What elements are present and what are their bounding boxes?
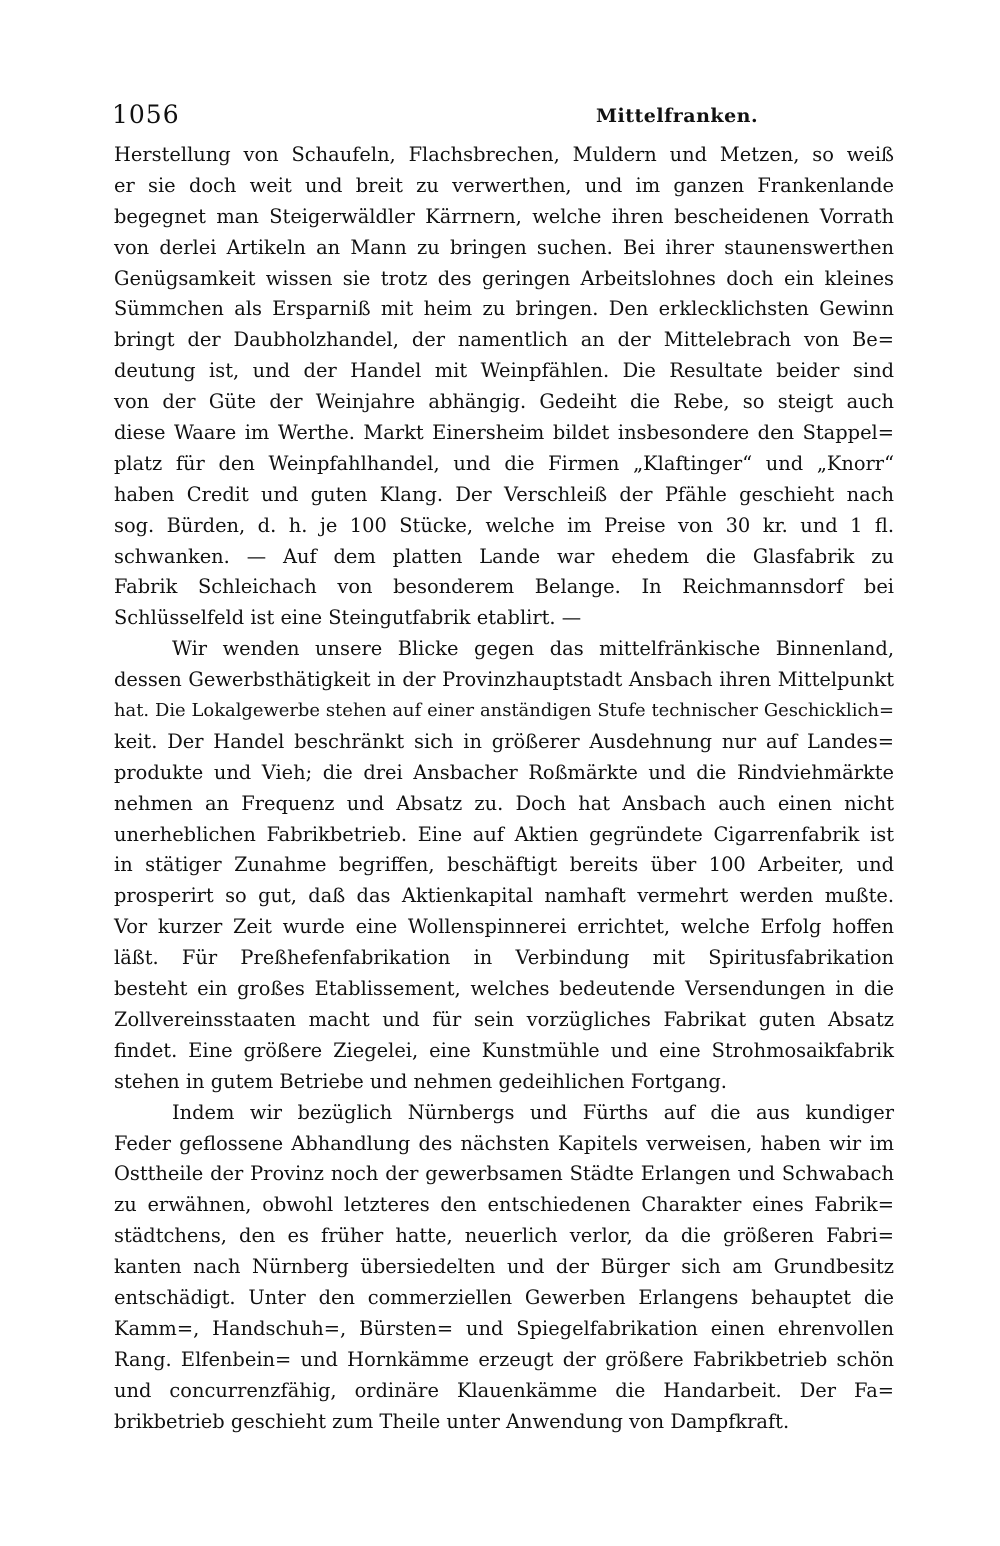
text-line: Fabrik Schleichach von besonderem Belange. In Reichmannsdorf bei	[114, 575, 894, 599]
running-head: Mittelfranken.	[596, 105, 759, 127]
text-line: Rang. Elfenbein= und Hornkämme erzeugt der größere Fabrikbetrieb schön	[114, 1347, 894, 1371]
text-line: dessen Gewerbsthätigkeit in der Provinzhauptstadt Ansbach ihren Mittelpunkt	[114, 668, 894, 692]
text-line: läßt. Für Preßhefenfabrikation in Verbindung mit Spiritusfabrikation	[114, 946, 894, 970]
text-line: Osttheile der Provinz noch der gewerbsamen Städte Erlangen und Schwabach	[114, 1162, 894, 1186]
text-line: von der Güte der Weinjahre abhängig. Gedeiht die Rebe, so steigt auch	[114, 390, 894, 414]
text-line: stehen in gutem Betriebe und nehmen gedeihlichen Fortgang.	[114, 1069, 727, 1093]
text-line: Herstellung von Schaufeln, Flachsbrechen, Muldern und Metzen, so weiß	[114, 143, 894, 166]
text-body	[114, 140, 894, 1437]
text-line: kanten nach Nürnberg übersiedelten und der Bürger sich am Grundbesitz	[114, 1255, 894, 1279]
text-line: unerheblichen Fabrikbetrieb. Eine auf Aktien gegründete Cigarrenfabrik ist	[114, 822, 894, 846]
text-line: und concurrenzfähig, ordinäre Klauenkämme die Handarbeit. Der Fa=	[114, 1378, 894, 1402]
text-line: bringt der Daubholzhandel, der namentlich an der Mittelebrach von Be=	[114, 328, 894, 352]
text-line: brikbetrieb geschieht zum Theile unter Anwendung von Dampfkraft.	[114, 1409, 790, 1433]
text-line: Schlüsselfeld ist eine Steingutfabrik etablirt. —	[114, 606, 582, 630]
text-line: diese Waare im Werthe. Markt Einersheim bildet insbesondere den Stappel=	[114, 421, 894, 445]
text-line: nehmen an Frequenz und Absatz zu. Doch hat Ansbach auch einen nicht	[114, 791, 894, 815]
page-header	[112, 98, 894, 132]
text-line: Sümmchen als Ersparniß mit heim zu bringen. Den erklecklichsten Gewinn	[114, 297, 894, 321]
text-line: hat. Die Lokalgewerbe stehen auf einer anständigen Stufe technischer Geschicklich=	[114, 700, 894, 722]
text-line: Wir wenden unsere Blicke gegen das mittelfränkische Binnenland,	[172, 637, 894, 661]
text-line: er sie doch weit und breit zu verwerthen, und im ganzen Frankenlande	[114, 173, 894, 197]
paragraph-3	[114, 1098, 894, 1438]
text-line: entschädigt. Unter den commerziellen Gewerben Erlangens behauptet die	[114, 1285, 894, 1309]
text-line: prosperirt so gut, daß das Aktienkapital namhaft vermehrt werden mußte.	[114, 884, 894, 908]
text-line: Genügsamkeit wissen sie trotz des geringen Arbeitslohnes doch ein kleines	[114, 266, 894, 290]
text-line: zu erwähnen, obwohl letzteres den entschiedenen Charakter eines Fabrik=	[114, 1193, 894, 1217]
text-line: findet. Eine größere Ziegelei, eine Kunstmühle und eine Strohmosaikfabrik	[114, 1038, 894, 1062]
text-line: schwanken. — Auf dem platten Lande war ehedem die Glasfabrik zu	[114, 544, 894, 568]
text-line: sog. Bürden, d. h. je 100 Stücke, welche im Preise von 30 kr. und 1 fl.	[114, 513, 894, 537]
text-line: haben Credit und guten Klang. Der Verschleiß der Pfähle geschieht nach	[114, 482, 894, 506]
paragraph-1	[114, 140, 894, 634]
text-line: produkte und Vieh; die drei Ansbacher Roßmärkte und die Rindviehmärkte	[114, 760, 894, 784]
text-line: begegnet man Steigerwäldler Kärrnern, welche ihren bescheidenen Vorrath	[114, 204, 894, 228]
text-line: Zollvereinsstaaten macht und für sein vorzügliches Fabrikat guten Absatz	[114, 1007, 894, 1031]
text-line: deutung ist, und der Handel mit Weinpfählen. Die Resultate beider sind	[114, 359, 894, 383]
text-line: Indem wir bezüglich Nürnbergs und Fürths auf die aus kundiger	[172, 1100, 894, 1124]
text-line: besteht ein großes Etablissement, welches bedeutende Versendungen in die	[114, 977, 894, 1001]
text-line: in stätiger Zunahme begriffen, beschäftigt bereits über 100 Arbeiter, und	[114, 853, 894, 877]
text-line: Vor kurzer Zeit wurde eine Wollenspinnerei errichtet, welche Erfolg hoffen	[114, 915, 894, 939]
text-line: städtchens, den es früher hatte, neuerlich verlor, da die größeren Fabri=	[114, 1224, 894, 1248]
text-line: Feder geflossene Abhandlung des nächsten Kapitels verweisen, haben wir im	[114, 1131, 894, 1155]
text-line: keit. Der Handel beschränkt sich in größerer Ausdehnung nur auf Landes=	[114, 729, 894, 753]
text-line: Kamm=, Handschuh=, Bürsten= und Spiegelfabrikation einen ehrenvollen	[114, 1316, 894, 1340]
page-number: 1056	[112, 100, 180, 129]
text-line: platz für den Weinpfahlhandel, und die Firmen „Klaftinger“ und „Knorr“	[114, 451, 894, 475]
paragraph-2	[114, 634, 894, 1097]
text-line: von derlei Artikeln an Mann zu bringen suchen. Bei ihrer staunenswerthen	[114, 235, 894, 259]
